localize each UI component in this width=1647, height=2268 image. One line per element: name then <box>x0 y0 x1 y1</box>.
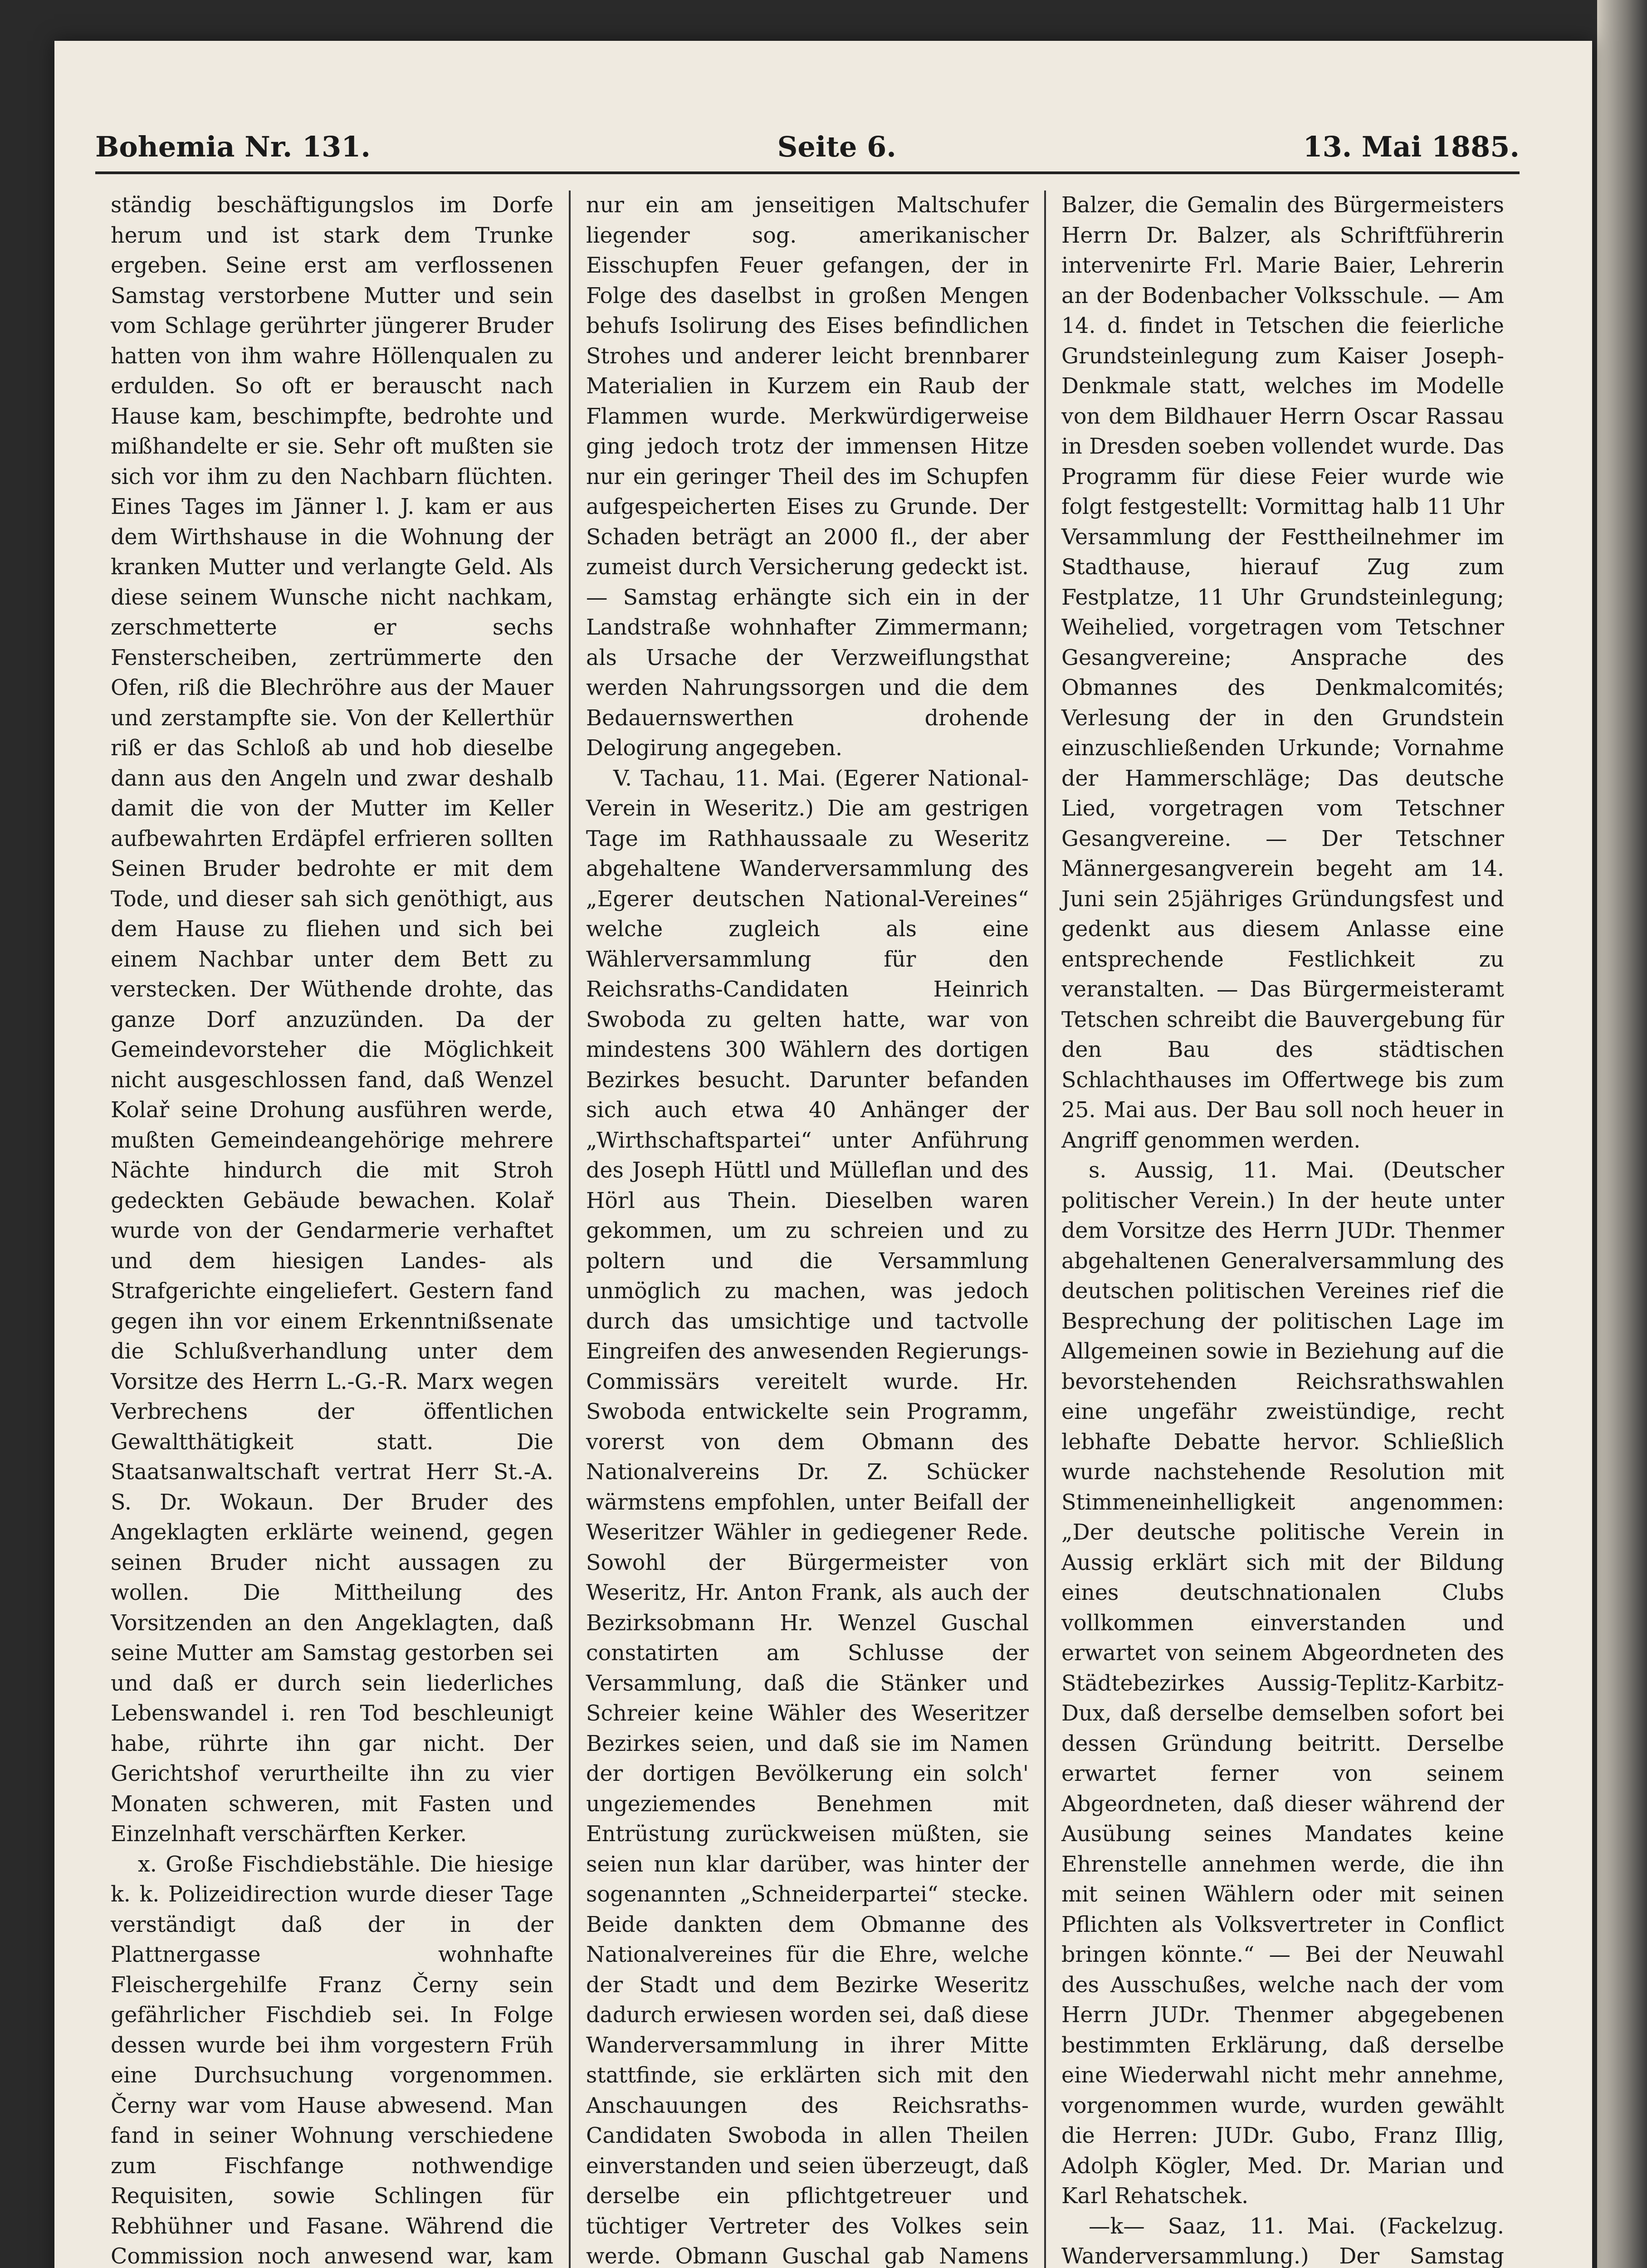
article-paragraph: nur ein am jenseitigen Maltschufer liegender sog. amerikanischer Eisschupfen Feuer gefangen, der in Folge des daselbst in großen Mengen behufs Isolirung des Eises befindlichen Strohes und anderer leicht brennbarer Materialien in Kurzem ein Raub der Flammen wurde. Merkwürdigerweise ging jedoch trotz der immensen Hitze nur ein geringer Theil des im Schupfen aufgespeicherten Eises zu Grunde. Der Schaden beträgt an 2000 fl., der aber zumeist durch Versicherung gedeckt ist. — Samstag erhängte sich ein in der Landstraße wohnhafter Zimmermann; als Ursache der Verzweiflungsthat werden Nahrungssorgen und die dem Bedauernswerthen drohende Delogirung angegeben. <box>586 193 1029 761</box>
page-number: Seite 6. <box>777 130 896 163</box>
column-3 <box>1044 191 1520 2268</box>
newspaper-page <box>54 41 1592 2268</box>
column-1 <box>95 191 569 2268</box>
article-columns <box>95 191 1520 2268</box>
issue-date: 13. Mai 1885. <box>1303 130 1520 163</box>
article-paragraph: s. Aussig, 11. Mai. (Deutscher politischer Verein.) In der heute unter dem Vorsitze des Herrn JUDr. Thenmer abgehaltenen Generalversammlung des deutschen politischen Vereines rief die Besprechung der politischen Lage im Allgemeinen sowie in Beziehung auf die bevorstehenden Reichsrathswahlen eine ungefähr zweistündige, recht lebhafte Debatte hervor. Schließlich wurde nachstehende Resolution mit Stimmeneinhelligkeit angenommen: „Der deutsche politische Verein in Aussig erklärt sich mit der Bildung eines deutschnationalen Clubs vollkommen einverstanden und erwartet von seinem Abgeordneten des Städtebezirkes Aussig-Teplitz-Karbitz-Dux, daß derselbe demselben sofort bei dessen Gründung beitritt. Derselbe erwartet ferner von seinem Abgeordneten, daß dieser während der Ausübung seines Mandates keine Ehrenstelle annehmen werde, die ihn mit seinen Wählern oder mit seinen Pflichten als Volksvertreter in Conflict bringen könnte.“ — Bei der Neuwahl des Ausschußes, welche nach der vom Herrn JUDr. Thenmer abgegebenen bestimmten Erklärung, daß derselbe eine Wiederwahl nicht mehr annehme, vorgenommen wurde, wurden gewählt die Herren: JUDr. Gubo, Franz Illig, Adolph Kögler, Med. Dr. Marian und Karl Rehatschek. <box>1061 1158 1504 2209</box>
masthead-issue: Bohemia Nr. 131. <box>95 130 371 163</box>
article-paragraph: V. Tachau, 11. Mai. (Egerer National-Verein in Weseritz.) Die am gestrigen Tage im Rathhaussaale zu Weseritz abgehaltene Wanderversammlung des „Egerer deutschen National-Vereines“ welche zugleich als eine Wählerversammlung für den Reichsraths-Candidaten Heinrich Swoboda zu gelten hatte, war von mindestens 300 Wählern des dortigen Bezirkes besucht. Darunter befanden sich auch etwa 40 Anhänger der „Wirthschaftspartei“ unter Anführung des Joseph Hüttl und Mülleflan und des Hörl aus Thein. Dieselben waren gekommen, um zu schreien und zu poltern und die Versammlung unmöglich zu machen, was jedoch durch das umsichtige und tactvolle Eingreifen des anwesenden Regierungs-Commissärs vereitelt wurde. Hr. Swoboda entwickelte sein Programm, vorerst von dem Obmann des Nationalvereins Dr. Z. Schücker wärmstens empfohlen, unter Beifall der Weseritzer Wähler in gediegener Rede. Sowohl der Bürgermeister von Weseritz, Hr. Anton Frank, als auch der Bezirksobmann Hr. Wenzel Guschal constatirten am Schlusse der Versammlung, daß die Stänker und Schreier keine Wähler des Weseritzer Bezirkes seien, und daß sie im Namen der dortigen Bevölkerung ein solch' ungeziemendes Benehmen mit Entrüstung zurückweisen müßten, sie seien nun klar darüber, was hinter der sogenannten „Schneiderpartei“ stecke. Beide dankten dem Obmanne des Nationalvereines für die Ehre, welche der Stadt und dem Bezirke Weseritz dadurch erwiesen worden sei, daß diese Wanderversammlung in ihrer Mitte stattfinde, sie erklärten sich mit den Anschauungen des Reichsraths-Candidaten Swoboda in allen Theilen einverstanden und seien überzeugt, daß derselbe ein pflichtgetreuer und tüchtiger Vertreter des Volkes sein werde. Obmann Guschal gab Namens <box>586 766 1029 2268</box>
article-paragraph: —k— Saaz, 11. Mai. (Fackelzug. Wanderversammlung.) Der Samstag <box>1061 2214 1504 2268</box>
article-paragraph: ständig beschäftigungslos im Dorfe herum und ist stark dem Trunke ergeben. Seine erst am verflossenen Samstag verstorbene Mutter und sein vom Schlage gerührter jüngerer Bruder hatten von ihm wahre Höllenqualen zu erdulden. So oft er berauscht nach Hause kam, beschimpfte, bedrohte und mißhandelte er sie. Sehr oft mußten sie sich vor ihm zu den Nachbarn flüchten. Eines Tages im Jänner l. J. kam er aus dem Wirthshause in die Wohnung der kranken Mutter und verlangte Geld. Als diese seinem Wunsche nicht nachkam, zerschmetterte er sechs Fensterscheiben, zertrümmerte den Ofen, riß die Blechröhre aus der Mauer und zerstampfte sie. Von der Kellerthür riß er das Schloß ab und hob dieselbe dann aus den Angeln und zwar deshalb damit die von der Mutter im Keller aufbewahrten Erdäpfel erfrieren sollten Seinen Bruder bedrohte er mit dem Tode, und dieser sah sich genöthigt, aus dem Hause zu fliehen und sich bei einem Nachbar unter dem Bett zu verstecken. Der Wüthende drohte, das ganze Dorf anzuzünden. Da der Gemeindevorsteher die Möglichkeit nicht ausgeschlossen fand, daß Wenzel Kolař seine Drohung ausführen werde, mußten Gemeindeangehörige mehrere Nächte hindurch die mit Stroh gedeckten Gebäude bewachen. Kolař wurde von der Gendarmerie verhaftet und dem hiesigen Landes- als Strafgerichte eingeliefert. Gestern fand gegen ihn vor einem Erkenntnißsenate die Schlußverhandlung unter dem Vorsitze des Herrn L.-G.-R. Marx wegen Verbrechens der öffentlichen Gewaltthätigkeit statt. Die Staatsanwaltschaft vertrat Herr St.-A. S. Dr. Wokaun. Der Bruder des Angeklagten erklärte weinend, gegen seinen Bruder nicht aussagen zu wollen. Die Mittheilung des Vorsitzenden an den Angeklagten, daß seine Mutter am Samstag gestorben sei und daß er durch sein liederliches Lebenswandel i. ren Tod beschleunigt habe, rührte ihn gar nicht. Der Gerichtshof verurtheilte ihn zu vier Monaten schweren, mit Fasten und Einzelnhaft verschärften Kerker. <box>111 193 553 1847</box>
column-2 <box>569 191 1044 2268</box>
article-paragraph: x. Große Fischdiebstähle. Die hiesige k. k. Polizeidirection wurde dieser Tage verständigt daß der in der Plattnergasse wohnhafte Fleischergehilfe Franz Černy sein gefährlicher Fischdieb sei. In Folge dessen wurde bei ihm vorgestern Früh eine Durchsuchung vorgenommen. Černy war vom Hause abwesend. Man fand in seiner Wohnung verschiedene zum Fischfange nothwendige Requisiten, sowie Schlingen für Rebhühner und Fasane. Während die Commission noch anwesend war, kam <box>111 1852 553 2268</box>
page-edge <box>1597 0 1647 2268</box>
article-paragraph: Balzer, die Gemalin des Bürgermeisters Herrn Dr. Balzer, als Schriftführerin intervenirte Frl. Marie Baier, Lehrerin an der Bodenbacher Volksschule. — Am 14. d. findet in Tetschen die feierliche Grundsteinlegung zum Kaiser Joseph-Denkmale statt, welches im Modelle von dem Bildhauer Herrn Oscar Rassau in Dresden soeben vollendet wurde. Das Programm für diese Feier wurde wie folgt festgestellt: Vormittag halb 11 Uhr Versammlung der Festtheilnehmer im Stadthause, hierauf Zug zum Festplatze, 11 Uhr Grundsteinlegung; Weihelied, vorgetragen vom Tetschner Gesangvereine; Ansprache des Obmannes des Denkmalcomités; Verlesung der in den Grundstein einzuschließenden Urkunde; Vornahme der Hammerschläge; Das deutsche Lied, vorgetragen vom Tetschner Gesangvereine. — Der Tetschner Männergesangverein begeht am 14. Juni sein 25jähriges Gründungsfest und gedenkt aus diesem Anlasse eine entsprechende Festlichkeit zu veranstalten. — Das Bürgermeisteramt Tetschen schreibt die Bauvergebung für den Bau des städtischen Schlachthauses im Offertwege bis zum 25. Mai aus. Der Bau soll noch heuer in Angriff genommen werden. <box>1061 193 1504 1153</box>
page-header <box>95 109 1520 174</box>
